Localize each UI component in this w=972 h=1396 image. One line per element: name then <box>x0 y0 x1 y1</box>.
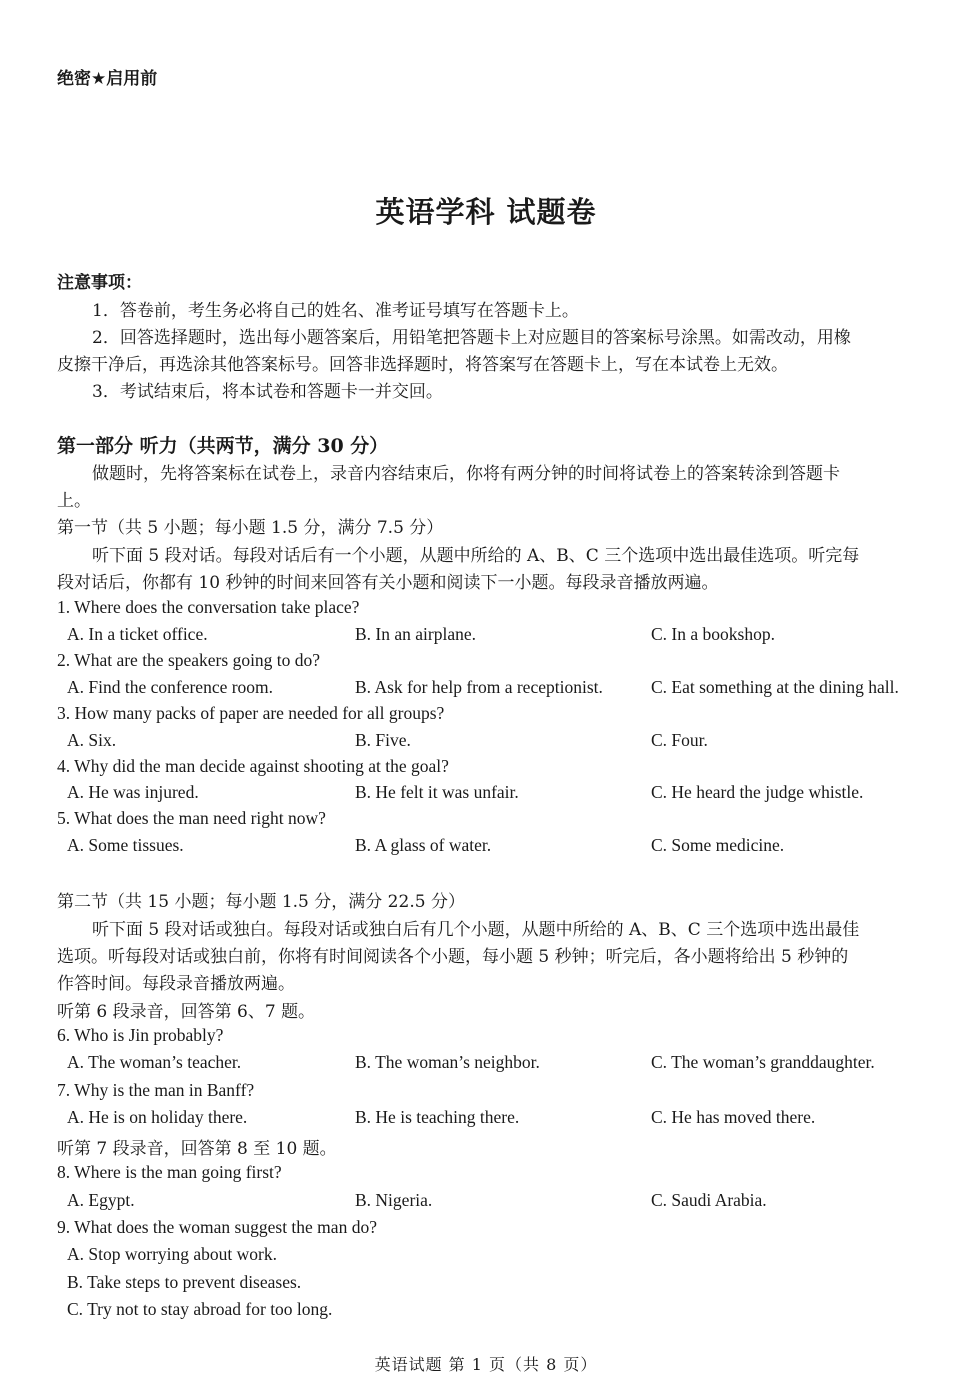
question-5-option-b: B. A glass of water. <box>355 835 492 855</box>
notice-line-2a: 2．回答选择题时，选出每小题答案后，用铅笔把答题卡上对应题目的答案标号涂黑。如需改动，用橡 <box>92 328 851 348</box>
question-4: 4. Why did the man decide against shooting at the goal? <box>57 756 449 776</box>
confidential-label: 绝密★启用前 <box>57 69 158 89</box>
question-1-option-b: B. In an airplane. <box>355 624 476 644</box>
question-6-option-a: A. The woman’s teacher. <box>67 1052 242 1072</box>
question-2: 2. What are the speakers going to do? <box>57 650 321 670</box>
question-3-option-a: A. Six. <box>67 730 117 750</box>
question-7-option-a: A. He is on holiday there. <box>67 1107 248 1127</box>
notice-line-1: 1．答卷前，考生务必将自己的姓名、准考证号填写在答题卡上。 <box>92 301 579 321</box>
notice-heading: 注意事项： <box>57 273 142 293</box>
question-9: 9. What does the woman suggest the man do? <box>57 1217 377 1237</box>
group-7-instruction: 听第 7 段录音，回答第 8 至 10 题。 <box>57 1139 337 1159</box>
question-7-option-b: B. He is teaching there. <box>355 1107 520 1127</box>
question-2-option-b: B. Ask for help from a receptionist. <box>355 677 603 697</box>
question-1-option-c: C. In a bookshop. <box>651 624 775 644</box>
question-6-option-b: B. The woman’s neighbor. <box>355 1052 540 1072</box>
question-3-option-b: B. Five. <box>355 730 411 750</box>
question-6-option-c: C. The woman’s granddaughter. <box>651 1052 875 1072</box>
section2-intro-a: 听下面 5 段对话或独白。每段对话或独白后有几个小题，从题中所给的 A、B、C 三个选项中选出最佳 <box>92 920 860 940</box>
part1-heading: 第一部分 听力（共两节，满分 30 分） <box>57 435 389 457</box>
section1-intro-b: 段对话后，你都有 10 秒钟的时间来回答有关小题和阅读下一小题。每段录音播放两遍。 <box>57 573 719 593</box>
question-1-option-a: A. In a ticket office. <box>67 624 208 644</box>
question-2-option-a: A. Find the conference room. <box>67 677 274 697</box>
question-4-option-c: C. He heard the judge whistle. <box>651 782 864 802</box>
question-8-option-b: B. Nigeria. <box>355 1190 433 1210</box>
section1-intro-a: 听下面 5 段对话。每段对话后有一个小题，从题中所给的 A、B、C 三个选项中选出最佳选项。听完每 <box>92 546 860 566</box>
section1-heading: 第一节（共 5 小题；每小题 1.5 分，满分 7.5 分） <box>57 518 444 538</box>
question-8-option-c: C. Saudi Arabia. <box>651 1190 767 1210</box>
question-1: 1. Where does the conversation take place? <box>57 597 360 617</box>
question-9-option-a: A. Stop worrying about work. <box>67 1244 277 1264</box>
question-9-option-b: B. Take steps to prevent diseases. <box>67 1272 302 1292</box>
question-7-option-c: C. He has moved there. <box>651 1107 816 1127</box>
question-5: 5. What does the man need right now? <box>57 808 326 828</box>
section2-intro-c: 作答时间。每段录音播放两遍。 <box>57 974 295 994</box>
question-3: 3. How many packs of paper are needed for all groups? <box>57 703 445 723</box>
question-7: 7. Why is the man in Banff? <box>57 1080 255 1100</box>
part1-intro-a: 做题时，先将答案标在试卷上，录音内容结束后，你将有两分钟的时间将试卷上的答案转涂到答题卡 <box>92 464 840 484</box>
notice-line-2b: 皮擦干净后，再选涂其他答案标号。回答非选择题时，将答案写在答题卡上，写在本试卷上无效。 <box>57 355 788 375</box>
page-footer: 英语试题 第 1 页（共 8 页） <box>374 1355 598 1374</box>
group-6-instruction: 听第 6 段录音，回答第 6、7 题。 <box>57 1002 316 1022</box>
question-4-option-b: B. He felt it was unfair. <box>355 782 519 802</box>
question-4-option-a: A. He was injured. <box>67 782 199 802</box>
notice-line-3: 3．考试结束后，将本试卷和答题卡一并交回。 <box>92 382 443 402</box>
section2-intro-b: 选项。听每段对话或独白前，你将有时间阅读各个小题，每小题 5 秒钟；听完后，各小题将给出 5 秒钟的 <box>57 947 849 967</box>
question-9-option-c: C. Try not to stay abroad for too long. <box>67 1299 333 1319</box>
question-2-option-c: C. Eat something at the dining hall. <box>651 677 899 697</box>
page-title: 英语学科 试题卷 <box>375 195 597 229</box>
question-5-option-c: C. Some medicine. <box>651 835 785 855</box>
question-6: 6. Who is Jin probably? <box>57 1025 224 1045</box>
question-3-option-c: C. Four. <box>651 730 708 750</box>
section2-heading: 第二节（共 15 小题；每小题 1.5 分，满分 22.5 分） <box>57 892 465 912</box>
question-5-option-a: A. Some tissues. <box>67 835 184 855</box>
question-8-option-a: A. Egypt. <box>67 1190 135 1210</box>
part1-intro-b: 上。 <box>57 491 91 511</box>
question-8: 8. Where is the man going first? <box>57 1162 282 1182</box>
